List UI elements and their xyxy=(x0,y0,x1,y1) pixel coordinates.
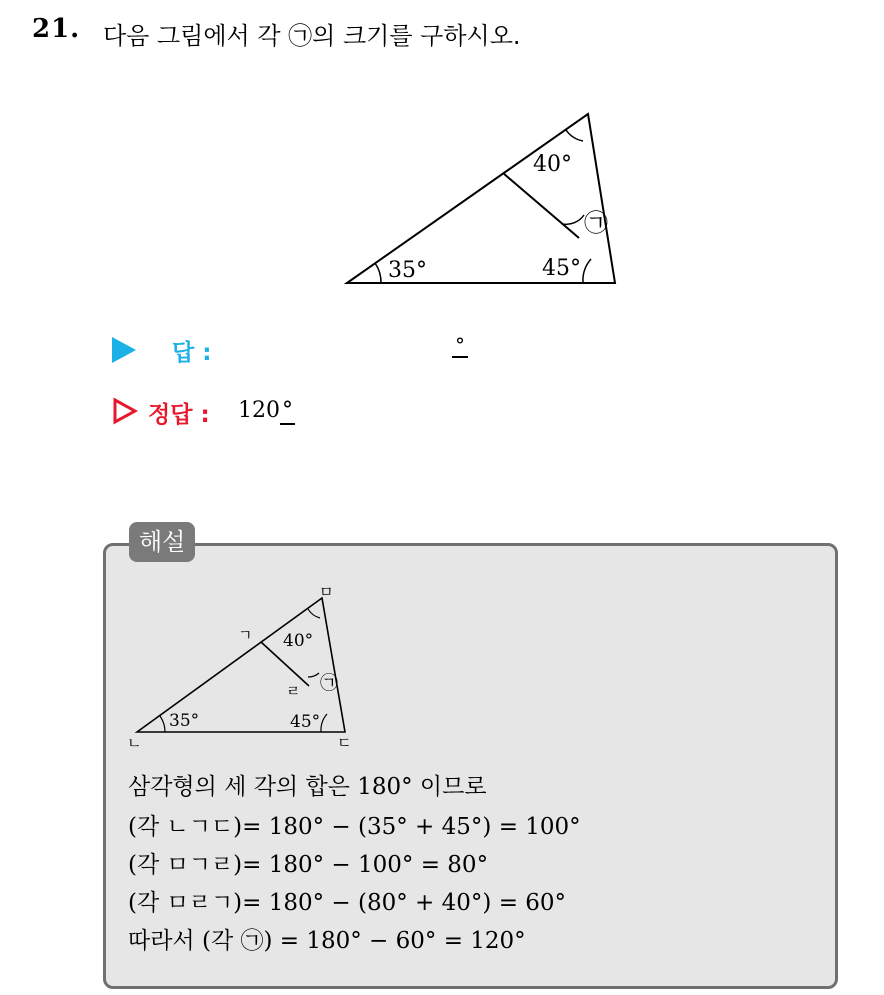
label-angle-left: 35° xyxy=(388,258,427,283)
correct-number: 120 xyxy=(238,398,280,423)
explain-arc-left xyxy=(160,716,165,732)
answer-blank-unit: ° xyxy=(452,334,468,358)
correct-label: 정답 : xyxy=(148,402,210,428)
answer-marker-icon xyxy=(112,337,136,363)
explanation-line: (각 ㄴㄱㄷ)= 180° − (35° + 45°) = 100° xyxy=(128,814,581,840)
explain-target-angle: ㉠ xyxy=(320,673,338,694)
explain-angle-top: 40° xyxy=(283,631,314,651)
question-text: 다음 그림에서 각 ㉠의 크기를 구하시오. xyxy=(103,22,521,50)
label-target-angle: ㉠ xyxy=(584,209,608,237)
correct-value xyxy=(238,398,295,423)
triangle-figure xyxy=(330,105,630,295)
correct-unit: ° xyxy=(282,398,293,423)
vertex-label-mid-upper: ㄱ xyxy=(238,626,253,644)
answer-label: 답 : xyxy=(172,340,212,366)
explain-angle-left: 35° xyxy=(169,711,200,731)
vertex-label-mid-lower: ㄹ xyxy=(286,682,301,700)
explanation-figure xyxy=(125,583,365,753)
label-angle-top: 40° xyxy=(533,152,572,177)
vertex-label-left: ㄴ xyxy=(127,734,142,752)
angle-arc-target xyxy=(562,215,584,224)
explanation-line: (각 ㅁㄱㄹ)= 180° − 100° = 80° xyxy=(128,852,489,878)
explanation-line: 삼각형의 세 각의 합은 180° 이므로 xyxy=(128,774,487,800)
angle-arc-top xyxy=(566,130,583,141)
label-angle-right: 45° xyxy=(542,256,581,281)
correct-marker-icon xyxy=(112,397,138,425)
explain-arc-target xyxy=(308,673,319,677)
explanation-tab: 해설 xyxy=(129,522,195,562)
inner-segment xyxy=(503,173,579,238)
explanation-line: (각 ㅁㄹㄱ)= 180° − (80° + 40°) = 60° xyxy=(128,890,567,916)
explanation-line: 따라서 (각 ㉠) = 180° − 60° = 120° xyxy=(128,928,526,954)
explain-angle-right: 45° xyxy=(290,712,321,732)
angle-arc-left xyxy=(375,263,381,283)
angle-arc-right xyxy=(583,259,591,283)
explain-arc-right xyxy=(321,714,327,732)
explain-arc-top xyxy=(308,609,320,618)
question-number: 21. xyxy=(32,14,81,44)
vertex-label-right: ㄷ xyxy=(337,734,352,752)
vertex-label-top: ㅁ xyxy=(319,583,334,601)
